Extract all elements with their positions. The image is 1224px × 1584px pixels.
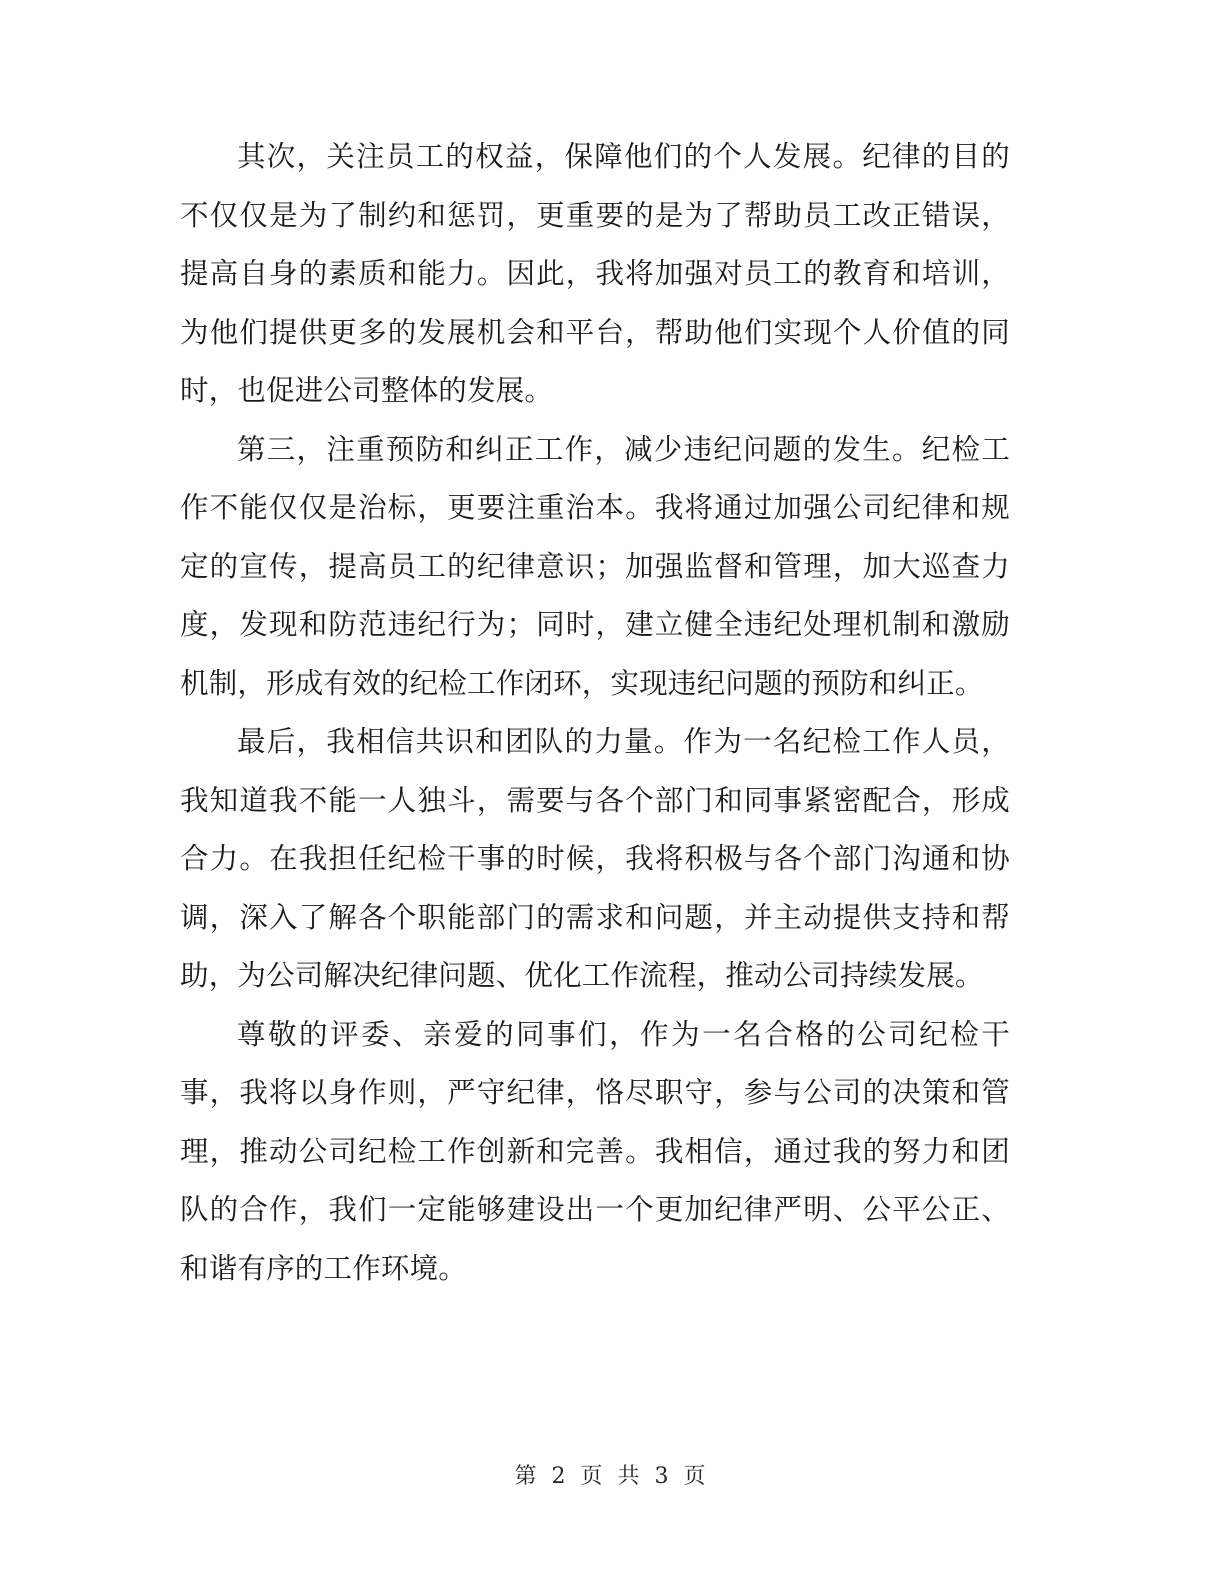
paragraph-2: 第三，注重预防和纠正工作，减少违纪问题的发生。纪检工作不能仅仅是治标，更要注重治本。我将通过加强公司纪律和规定的宣传，提高员工的纪律意识；加强监督和管理，加大巡查力度，发现和防范违纪行为；同时，建立健全违纪处理机制和激励机制，形成有效的纪检工作闭环，实现违纪问题的预防和纠正。 [180, 432, 1010, 700]
page-number-footer: 第 2 页 共 3 页 [514, 1464, 710, 1489]
paragraph-3: 最后，我相信共识和团队的力量。作为一名纪检工作人员，我知道我不能一人独斗，需要与各个部门和同事紧密配合，形成合力。在我担任纪检干事的时候，我将积极与各个部门沟通和协调，深入了解各个职能部门的需求和问题，并主动提供支持和帮助，为公司解决纪律问题、优化工作流程，推动公司持续发展。 [180, 725, 1010, 992]
document-body [180, 128, 1010, 1298]
paragraph-4: 尊敬的评委、亲爱的同事们，作为一名合格的公司纪检干事，我将以身作则，严守纪律，恪尽职守，参与公司的决策和管理，推动公司纪检工作创新和完善。我相信，通过我的努力和团队的合作，我们一定能够建设出一个更加纪律严明、公平公正、和谐有序的工作环境。 [180, 1017, 1010, 1285]
paragraph-1: 其次，关注员工的权益，保障他们的个人发展。纪律的目的不仅仅是为了制约和惩罚，更重要的是为了帮助员工改正错误，提高自身的素质和能力。因此，我将加强对员工的教育和培训，为他们提供更多的发展机会和平台，帮助他们实现个人价值的同时，也促进公司整体的发展。 [180, 140, 1010, 407]
